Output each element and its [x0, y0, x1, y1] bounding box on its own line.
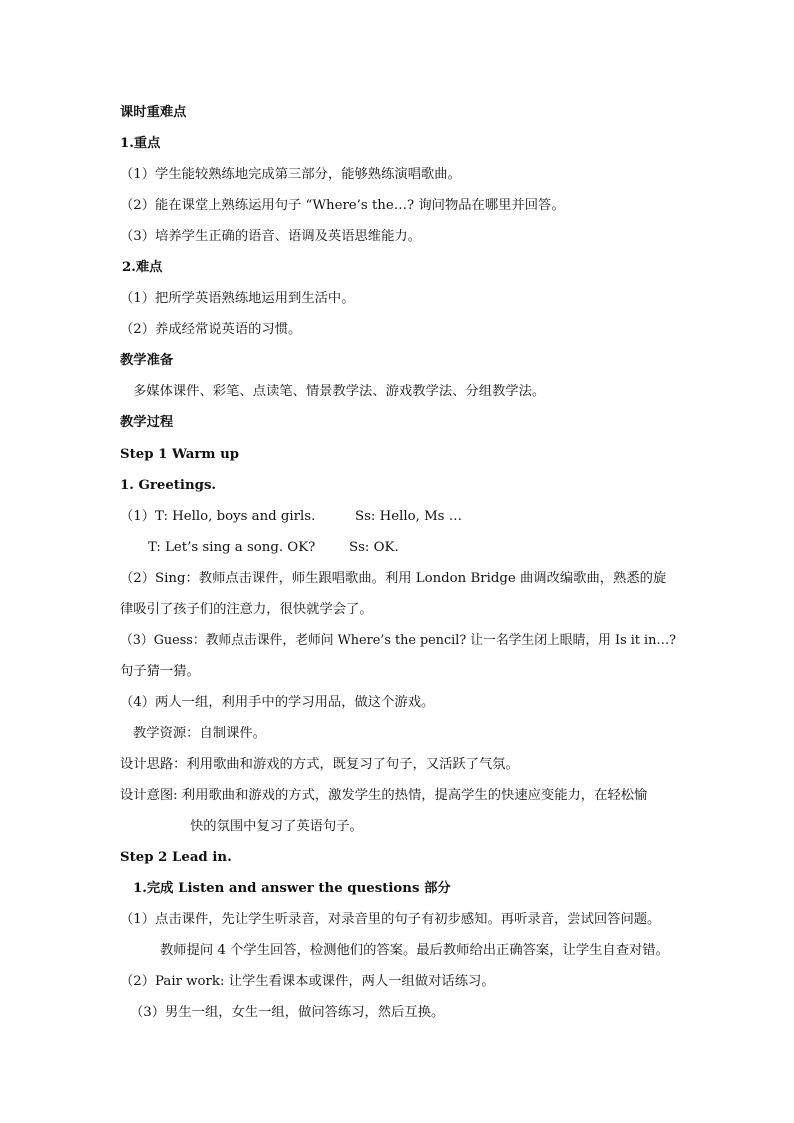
- greeting-line-2-teacher: T: Let’s sing a song. OK?: [148, 540, 316, 555]
- design-intent-line-1: 设计意图: 利用歌曲和游戏的方式，激发学生的热情，提高学生的快速应变能力，在轻松愉: [120, 788, 648, 803]
- greetings-heading: 1. Greetings.: [120, 478, 217, 493]
- sing-line-1: （2）Sing：教师点击课件，师生跟唱歌曲。利用 London Bridge 曲调改编歌曲，熟悉的旋: [120, 571, 667, 586]
- listen-answer-heading: 1.完成 Listen and answer the questions 部分: [133, 881, 451, 896]
- step-1-heading: Step 1 Warm up: [120, 447, 240, 462]
- greeting-line-1-students: Ss: Hello, Ms …: [355, 509, 463, 524]
- design-intent-line-2: 快的氛围中复习了英语句子。: [190, 819, 363, 834]
- listen-item-2: （2）Pair work: 让学生看课本或课件，两人一组做对话练习。: [120, 974, 495, 989]
- pair-game-line: （4）两人一组，利用手中的学习用品，做这个游戏。: [120, 695, 435, 710]
- sing-line-2: 律吸引了孩子们的注意力，很快就学会了。: [120, 602, 373, 617]
- listen-item-1-line-1: （1）点击课件，先让学生听录音，对录音里的句子有初步感知。再听录音，尝试回答问题。: [120, 912, 661, 927]
- guess-line-1: （3）Guess：教师点击课件，老师问 Where’s the pencil? 让一名学生闭上眼睛，用 Is it in…?: [120, 633, 676, 648]
- difficulty-item-2: （2）养成经常说英语的习惯。: [120, 322, 302, 337]
- listen-item-3: （3）男生一组，女生一组，做问答练习，然后互换。: [130, 1005, 445, 1020]
- section-heading-process: 教学过程: [120, 415, 174, 430]
- greeting-line-1-teacher: （1）T: Hello, boys and girls.: [120, 509, 316, 524]
- preparation-text: 多媒体课件、彩笔、点读笔、情景教学法、游戏教学法、分组教学法。: [133, 384, 546, 399]
- difficulty-item-1: （1）把所学英语熟练地运用到生活中。: [120, 291, 355, 306]
- design-idea-line: 设计思路：利用歌曲和游戏的方式，既复习了句子，又活跃了气氛。: [120, 757, 519, 772]
- subheading-focus: 1.重点: [120, 136, 161, 151]
- greeting-line-2-students: Ss: OK.: [349, 540, 399, 555]
- focus-item-3: （3）培养学生正确的语音、语调及英语思维能力。: [120, 229, 421, 244]
- resource-line: 教学资源：自制课件。: [133, 726, 266, 741]
- focus-item-1: （1）学生能较熟练地完成第三部分，能够熟练演唱歌曲。: [120, 167, 461, 182]
- focus-item-2: （2）能在课堂上熟练运用句子 “Where’s the…? 询问物品在哪里并回答。: [120, 198, 565, 213]
- subheading-difficulty: 2.难点: [122, 260, 163, 275]
- section-heading-preparation: 教学准备: [120, 353, 174, 368]
- listen-item-1-line-2: 教师提问 4 个学生回答，检测他们的答案。最后教师给出正确答案，让学生自查对错。: [160, 943, 669, 958]
- section-heading-key-points: 课时重难点: [120, 105, 187, 120]
- step-2-heading: Step 2 Lead in.: [120, 850, 232, 865]
- guess-line-2: 句子猜一猜。: [120, 664, 200, 679]
